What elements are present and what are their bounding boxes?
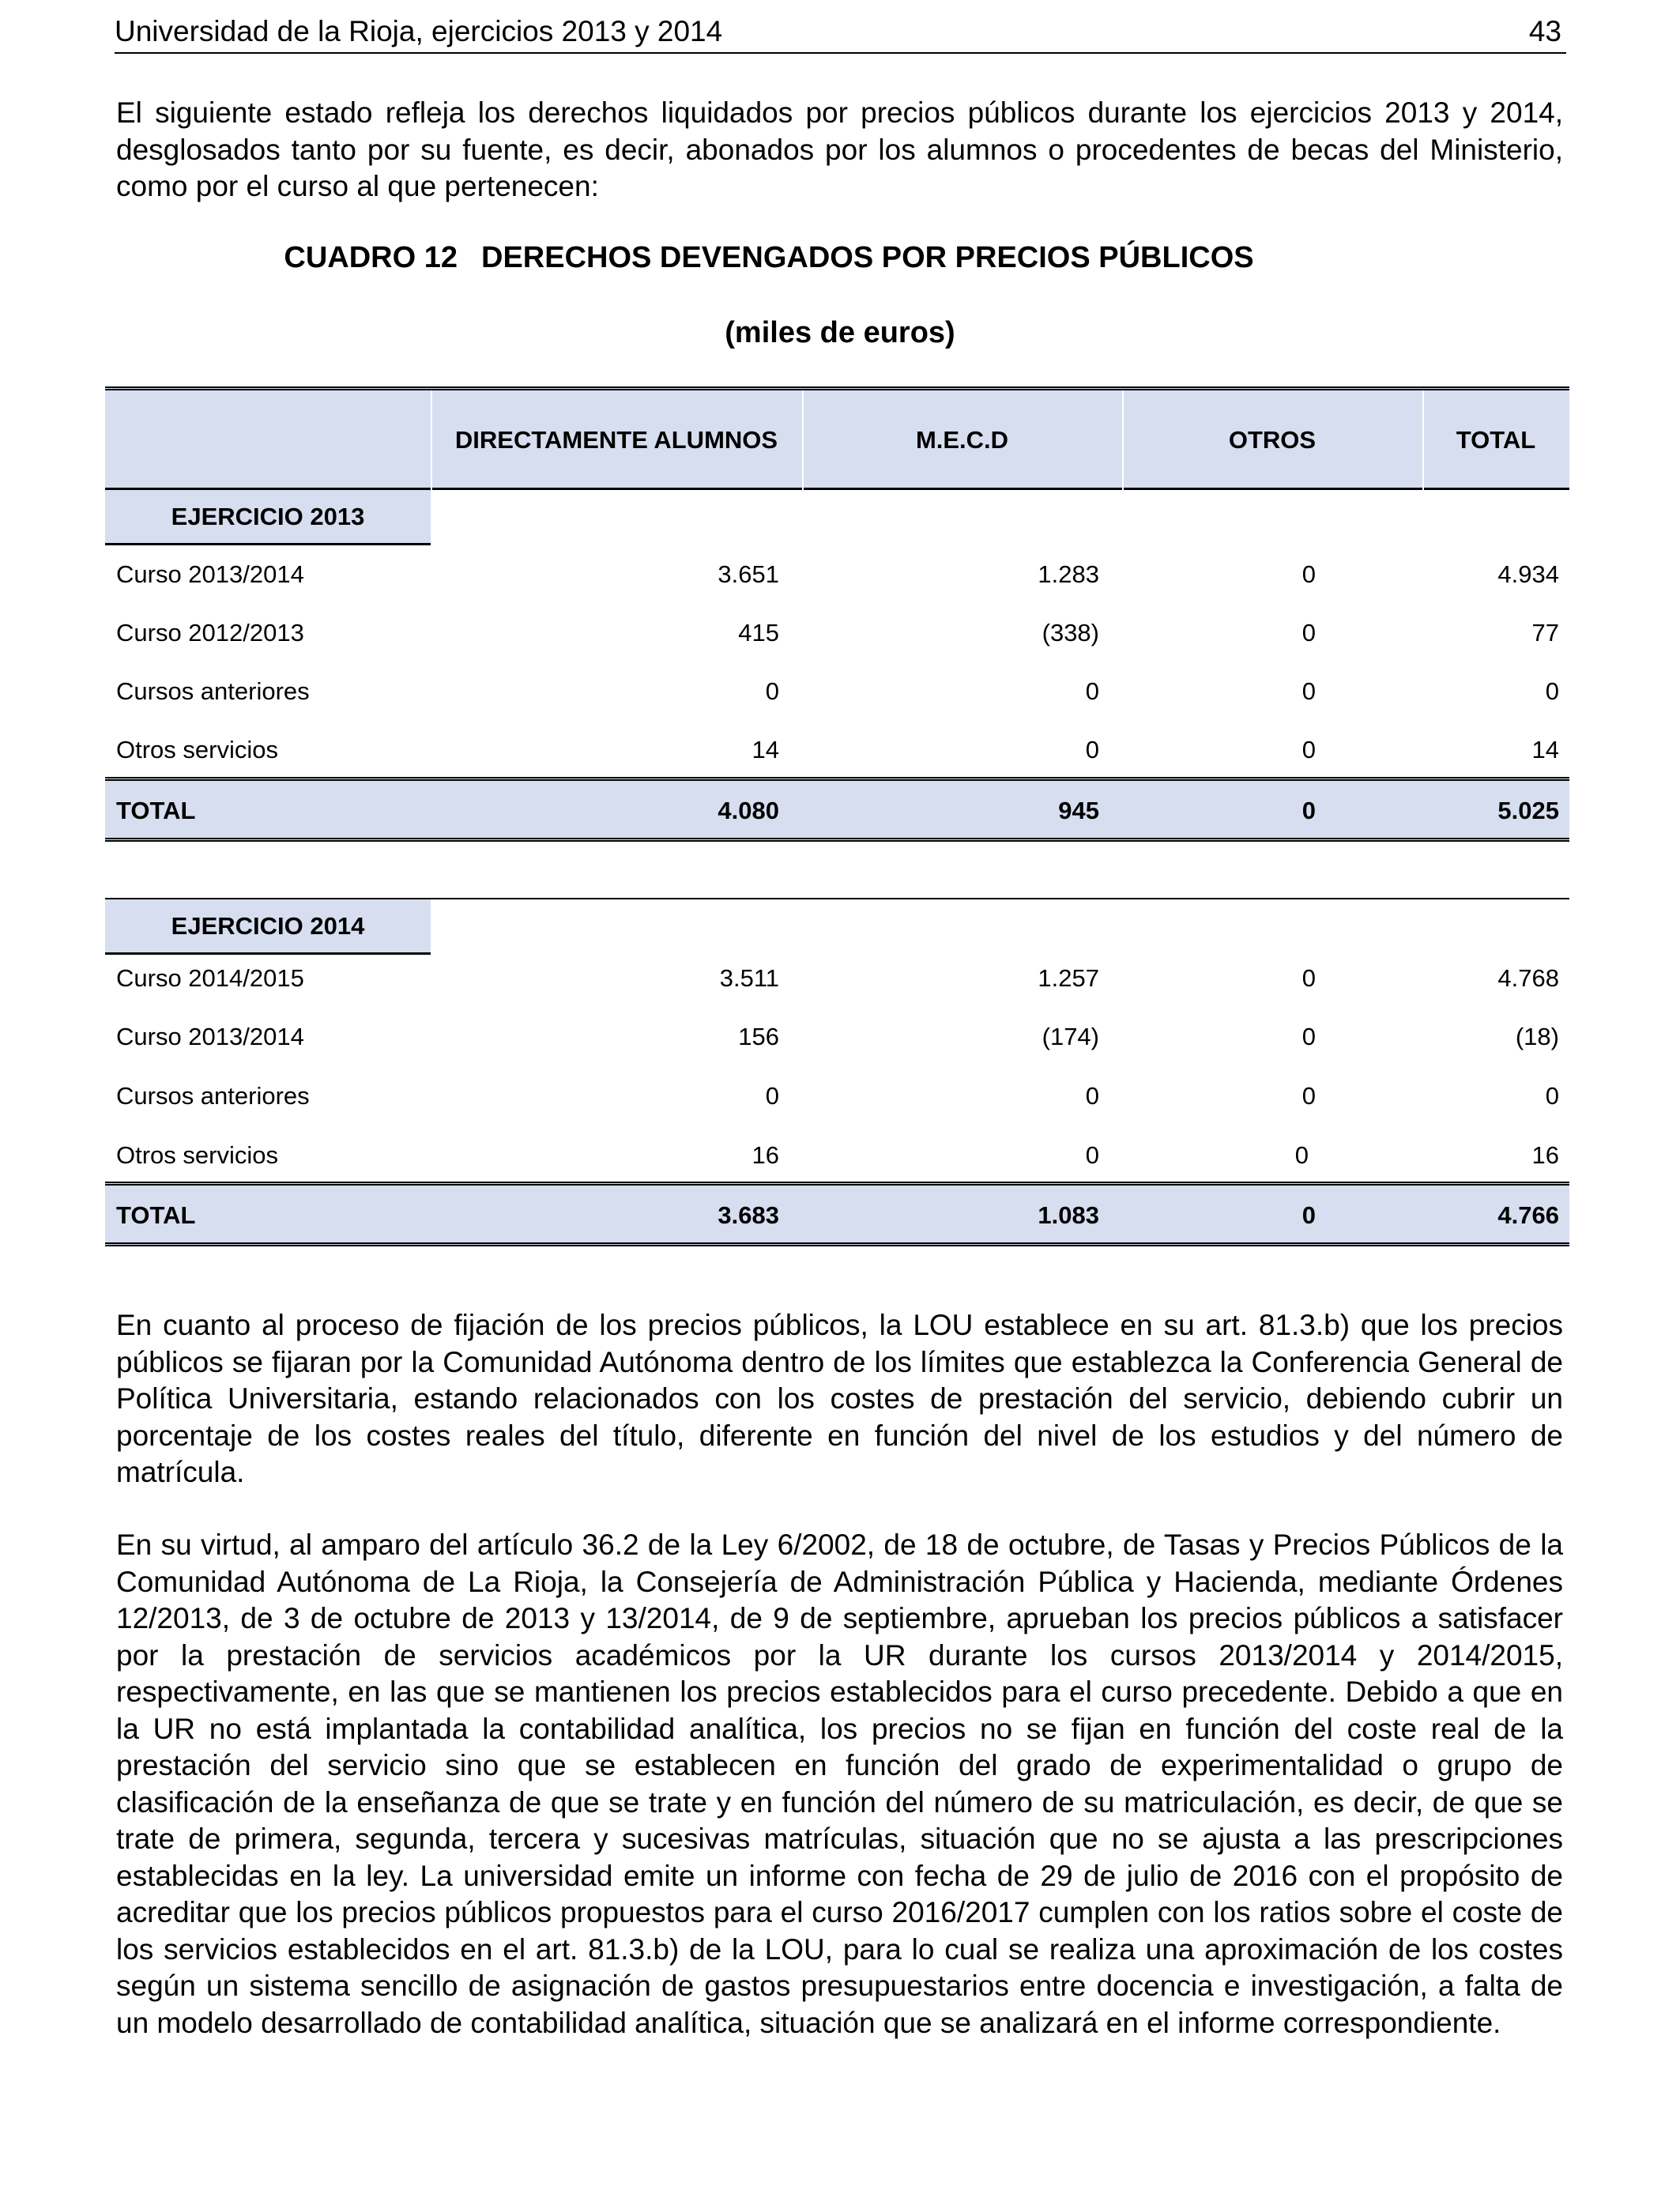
cell-otros: 0 xyxy=(1301,964,1316,992)
cell-mecd: 1.283 xyxy=(1038,560,1099,588)
col-header-alumnos: DIRECTAMENTE ALUMNOS xyxy=(454,426,778,454)
row-label: Curso 2012/2013 xyxy=(116,619,304,647)
col-header-mecd: M.E.C.D xyxy=(915,426,1009,454)
row-label: Cursos anteriores xyxy=(116,1082,310,1110)
table-row xyxy=(105,668,1569,715)
cell-alumnos: 415 xyxy=(738,619,779,647)
cell-total: 0 xyxy=(1545,1082,1559,1110)
row-label: Curso 2013/2014 xyxy=(116,1023,304,1050)
table-row xyxy=(105,1072,1569,1120)
cell-mecd: (338) xyxy=(1042,619,1099,647)
cell-alumnos: 16 xyxy=(751,1141,779,1169)
cell-mecd: 1.257 xyxy=(1038,964,1099,992)
body-paragraph-ley: En su virtud, al amparo del artículo 36.2 de la Ley 6/2002, de 18 de octubre, de Tasas y Precios Públicos de la Comunidad Autónoma de La Rioja, la Consejería de Administración Pública y Hacienda, mediante Órdenes 12/2013, de 3 de octubre de 2013 y 13/2014, de 9 de septiembre, aprueban los precios públicos a satisfacer por la prestación de servicios académicos por la UR durante los cursos 2013/2014 y 2014/2015, respectivamente, en las que se mantienen los precios establecidos para el curso precedente. Debido a que en la UR no está implantada la contabilidad analítica, los precios no se fijan en función del coste real de la prestación del servicio sino que se establecen en función del grado de experimentalidad o grupo de clasificación de la enseñanza de que se trate y en función del número de su matriculación, es decir, de que se trate de primera, segunda, tercera y sucesivas matrículas, situación que no se ajusta a las prescripciones establecidas en la ley. La universidad emite un informe con fecha de 29 de julio de 2016 con el propósito de acreditar que los precios públicos propuestos para el curso 2016/2017 cumplen con los ratios sobre el coste de los servicios establecidos en el art. 81.3.b) de la LOU, para lo cual se realiza una aproximación de los costes según un sistema sencillo de asignación de gastos presupuestarios entre docencia e investigación, a falta de un modelo desarrollado de contabilidad analítica, situación que se analizará en el informe correspondiente. xyxy=(116,1529,1563,2039)
row-label: Otros servicios xyxy=(116,1141,278,1169)
total-row-2013 xyxy=(105,777,1569,842)
total-row-2014 xyxy=(105,1182,1569,1246)
col-header-total: TOTAL xyxy=(1456,426,1536,454)
cell-total: 4.768 xyxy=(1497,964,1559,992)
table-header xyxy=(105,386,1569,490)
page-header xyxy=(115,11,1566,54)
cell-mecd: 0 xyxy=(1085,736,1099,763)
cell-total: 4.934 xyxy=(1497,560,1559,588)
header-title: Universidad de la Rioja, ejercicios 2013 y 2014 xyxy=(115,15,723,47)
table-number: CUADRO 12 xyxy=(284,241,458,274)
cell-otros: 0 xyxy=(1301,736,1316,763)
table-row xyxy=(105,551,1569,598)
cell-alumnos: 14 xyxy=(751,736,779,763)
table-unit: (miles de euros) xyxy=(725,316,955,349)
cell-alumnos: 156 xyxy=(738,1023,779,1050)
total-mecd: 945 xyxy=(1058,797,1099,824)
total-otros: 0 xyxy=(1301,797,1316,824)
cell-mecd: 0 xyxy=(1085,1082,1099,1110)
row-label: Cursos anteriores xyxy=(116,677,310,705)
rights-table xyxy=(105,386,1569,1265)
table-title: DERECHOS DEVENGADOS POR PRECIOS PÚBLICOS xyxy=(481,241,1254,274)
section-label-2013: EJERCICIO 2013 xyxy=(105,490,431,545)
section-label-2014: EJERCICIO 2014 xyxy=(105,899,431,955)
cell-mecd: (174) xyxy=(1042,1023,1099,1050)
page-number: 43 xyxy=(1528,15,1561,47)
total-alumnos: 3.683 xyxy=(718,1201,779,1229)
table-caption xyxy=(0,241,1609,275)
cell-alumnos: 3.651 xyxy=(718,560,779,588)
cell-otros: 0 xyxy=(1301,1082,1316,1110)
total-otros: 0 xyxy=(1301,1201,1316,1229)
cell-alumnos: 3.511 xyxy=(719,964,779,992)
table-row xyxy=(105,955,1569,1002)
row-label: Curso 2013/2014 xyxy=(116,560,304,588)
table-row xyxy=(105,726,1569,774)
cell-alumnos: 0 xyxy=(765,677,779,705)
cell-otros: 0 xyxy=(1301,1023,1316,1050)
table-row xyxy=(105,1013,1569,1061)
total-total: 4.766 xyxy=(1497,1201,1559,1229)
cell-mecd: 0 xyxy=(1085,1141,1099,1169)
total-label: TOTAL xyxy=(116,1201,196,1229)
cell-otros: 0 xyxy=(1301,619,1316,647)
total-alumnos: 4.080 xyxy=(718,797,779,824)
cell-total: (18) xyxy=(1515,1023,1559,1050)
cell-total: 0 xyxy=(1545,677,1559,705)
total-mecd: 1.083 xyxy=(1038,1201,1099,1229)
cell-total: 16 xyxy=(1531,1141,1559,1169)
cell-otros: 0 xyxy=(1301,560,1316,588)
cell-total: 14 xyxy=(1531,736,1559,763)
cell-otros: 0 xyxy=(1301,677,1316,705)
intro-paragraph: El siguiente estado refleja los derechos liquidados por precios públicos durante los ejercicios 2013 y 2014, desglosados tanto por su fuente, es decir, abonados por los alumnos o procedentes de becas del Ministerio, como por el curso al que pertenecen: xyxy=(116,96,1563,202)
table-row xyxy=(105,609,1569,657)
cell-mecd: 0 xyxy=(1085,677,1099,705)
total-total: 5.025 xyxy=(1497,797,1559,824)
body-paragraph-lou: En cuanto al proceso de fijación de los precios públicos, la LOU establece en su art. 81.3.b) que los precios públicos se fijaran por la Comunidad Autónoma dentro de los límites que establezca la Conferencia General de Política Universitaria, estando relacionados con los costes de prestación del servicio, debiendo cubrir un porcentaje de los costes reales del título, diferente en función del nivel de los estudios y del número de matrícula. xyxy=(116,1309,1563,1488)
cell-alumnos: 0 xyxy=(765,1082,779,1110)
total-label: TOTAL xyxy=(116,797,196,824)
row-label: Curso 2014/2015 xyxy=(116,964,304,992)
cell-total: 77 xyxy=(1531,619,1559,647)
row-label: Otros servicios xyxy=(116,736,278,763)
cell-otros: 0 xyxy=(1294,1141,1309,1169)
col-header-otros: OTROS xyxy=(1228,426,1317,454)
table-row xyxy=(105,1132,1569,1179)
